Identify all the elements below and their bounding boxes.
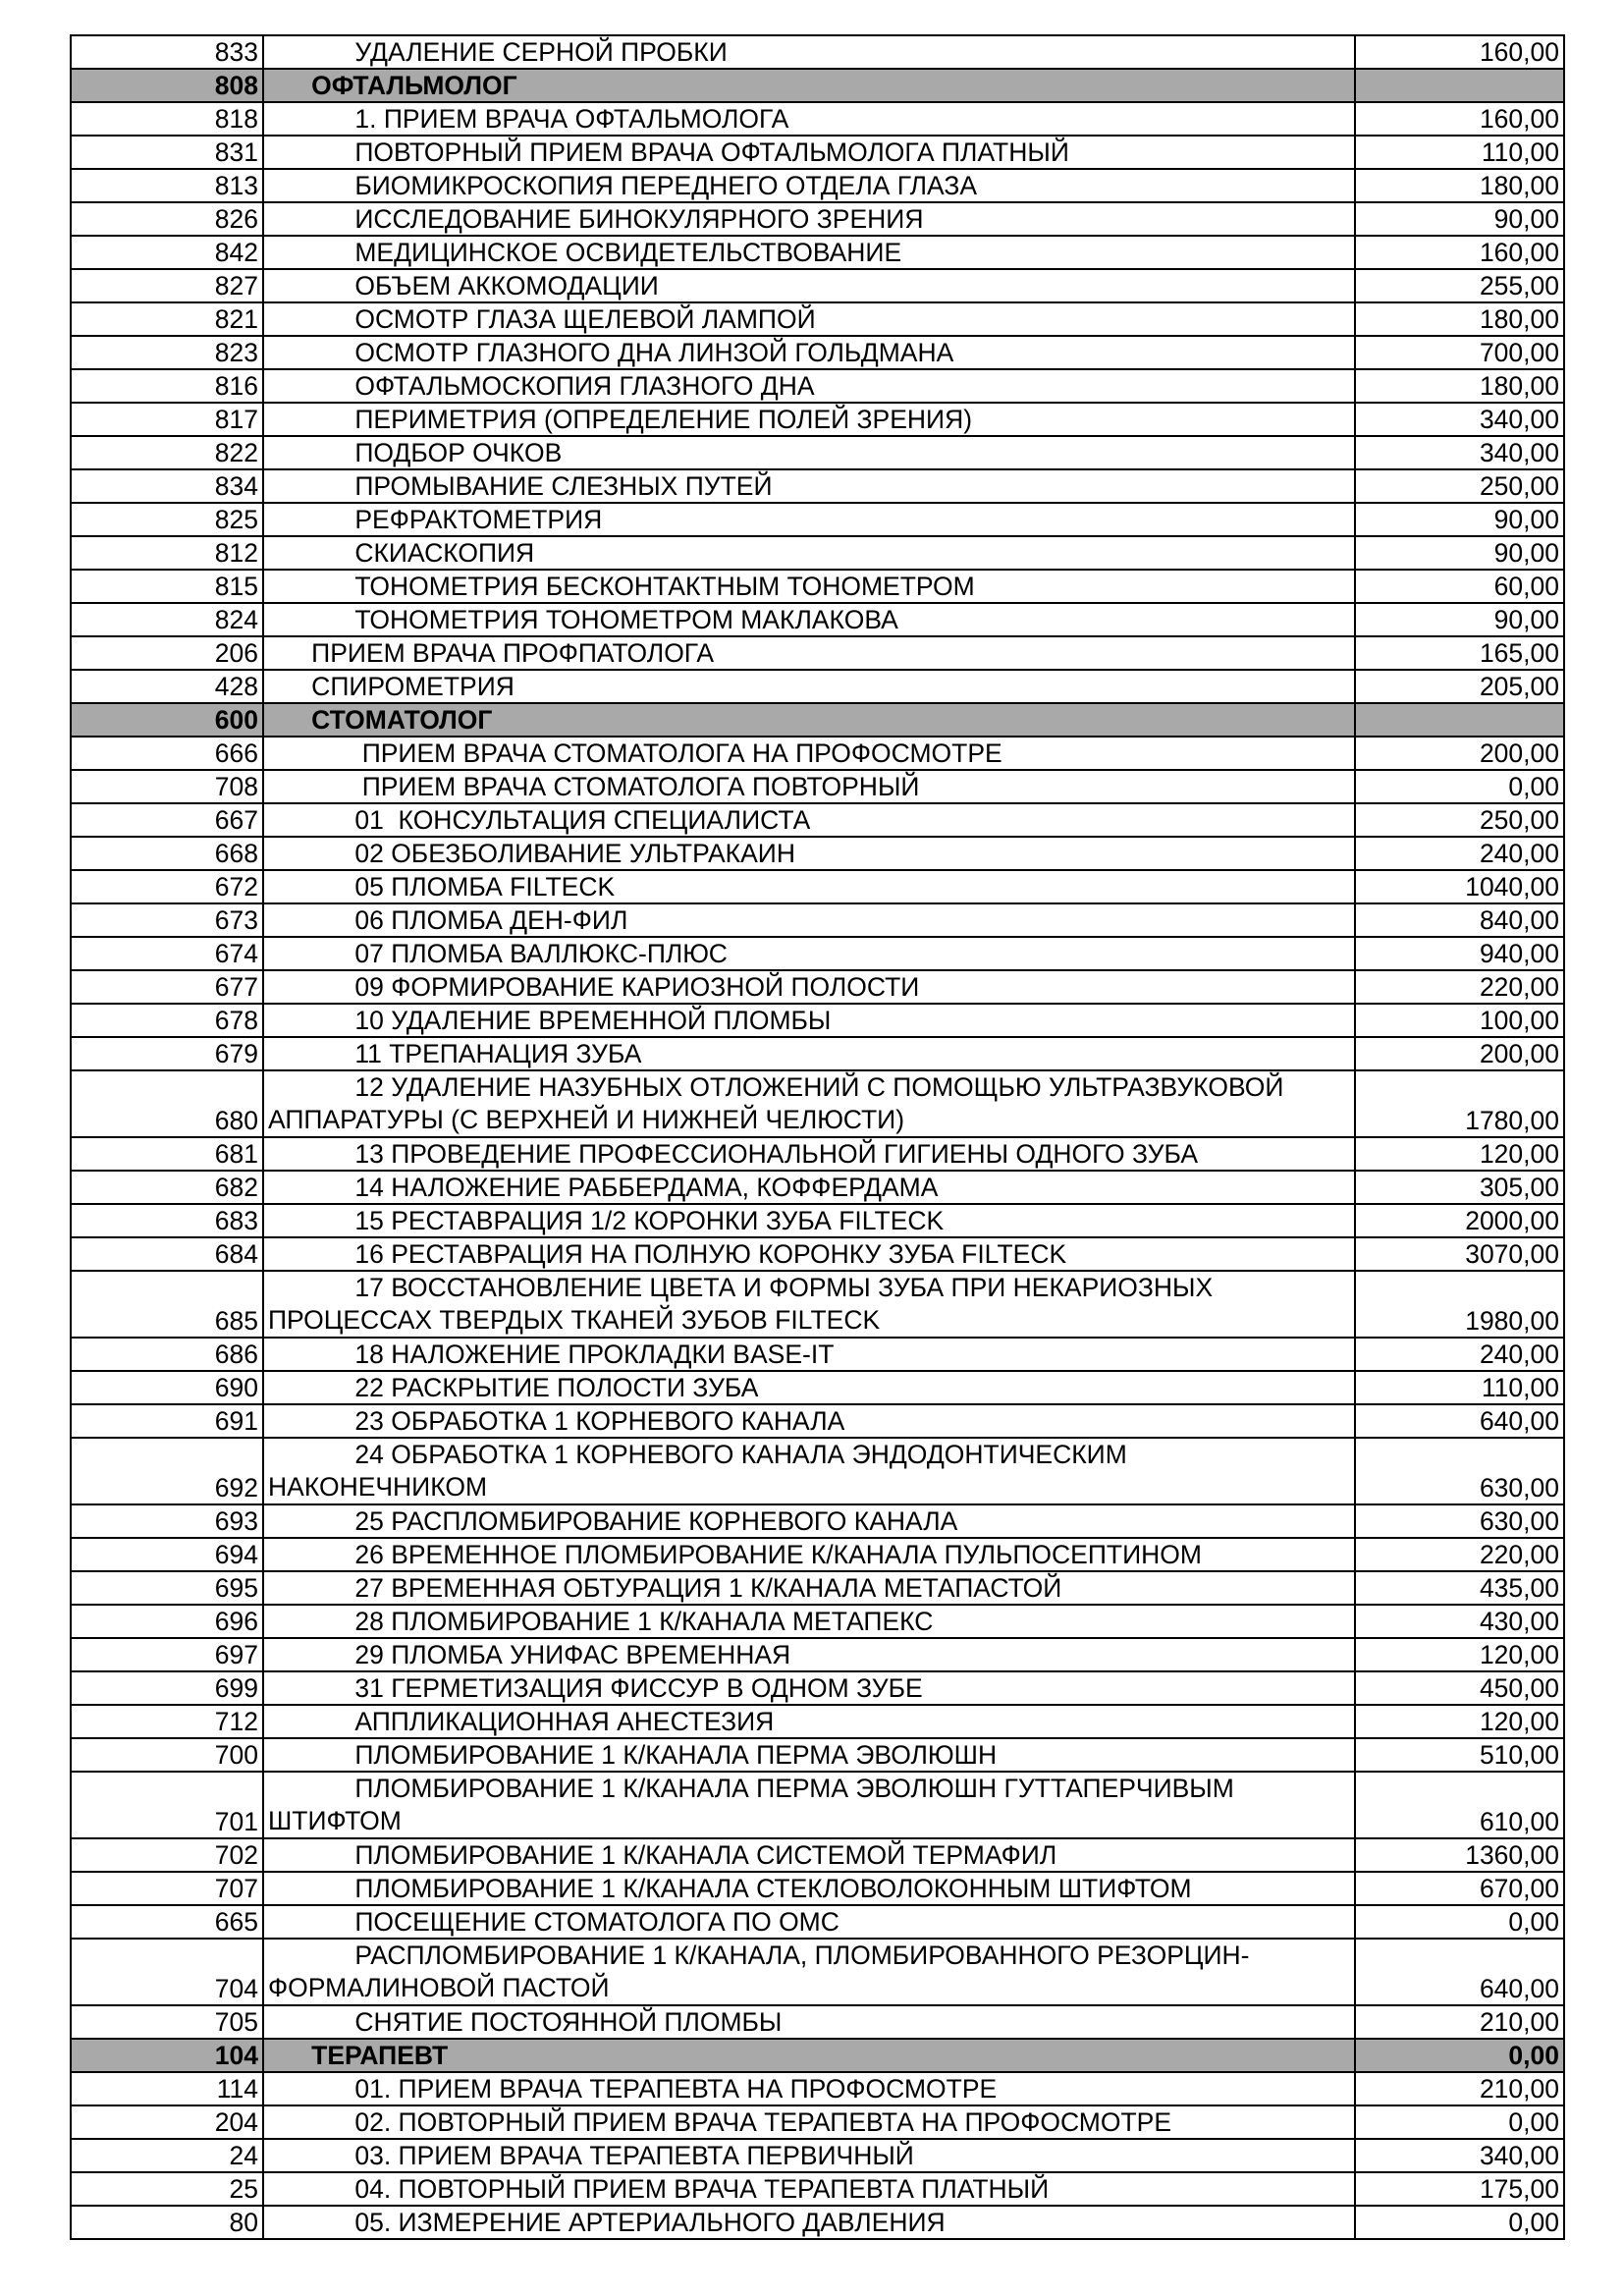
service-row: [71, 1905, 1564, 1939]
service-name: 04. ПОВТОРНЫЙ ПРИЕМ ВРАЧА ТЕРАПЕВТА ПЛАТНЫЙ: [263, 2172, 1355, 2206]
service-code: 701: [71, 1772, 263, 1838]
service-row: [71, 803, 1564, 837]
service-name: 24 ОБРАБОТКА 1 КОРНЕВОГО КАНАЛА ЭНДОДОНТИЧЕСКИМ НАКОНЕЧНИКОМ: [263, 1438, 1355, 1504]
service-name: РАСПЛОМБИРОВАНИЕ 1 К/КАНАЛА, ПЛОМБИРОВАННОГО РЕЗОРЦИН- ФОРМАЛИНОВОЙ ПАСТОЙ: [263, 1939, 1355, 2005]
service-price: 200,00: [1355, 737, 1564, 770]
section-header-row: [71, 2039, 1564, 2072]
service-price: 610,00: [1355, 1772, 1564, 1838]
service-name: 11 ТРЕПАНАЦИЯ ЗУБА: [263, 1037, 1355, 1070]
service-price: [1355, 69, 1564, 102]
service-code: 690: [71, 1371, 263, 1404]
service-price: 120,00: [1355, 1705, 1564, 1738]
service-price: 200,00: [1355, 1037, 1564, 1070]
service-code: 80: [71, 2206, 263, 2239]
service-row: [71, 1571, 1564, 1605]
service-code: 693: [71, 1504, 263, 1538]
service-price: 255,00: [1355, 269, 1564, 302]
service-name: БИОМИКРОСКОПИЯ ПЕРЕДНЕГО ОТДЕЛА ГЛАЗА: [263, 169, 1355, 202]
service-code: 704: [71, 1939, 263, 2005]
service-code: 682: [71, 1171, 263, 1204]
service-row: [71, 2072, 1564, 2105]
service-row: [71, 302, 1564, 336]
service-name: СКИАСКОПИЯ: [263, 536, 1355, 570]
service-code: 823: [71, 336, 263, 369]
service-name: 15 РЕСТАВРАЦИЯ 1/2 КОРОНКИ ЗУБА FILTECK: [263, 1204, 1355, 1237]
service-name: 16 РЕСТАВРАЦИЯ НА ПОЛНУЮ КОРОНКУ ЗУБА FILTECK: [263, 1237, 1355, 1271]
service-name: 10 УДАЛЕНИЕ ВРЕМЕННОЙ ПЛОМБЫ: [263, 1004, 1355, 1037]
service-price: 205,00: [1355, 670, 1564, 703]
service-price: 840,00: [1355, 903, 1564, 937]
service-name: 01. ПРИЕМ ВРАЧА ТЕРАПЕВТА НА ПРОФОСМОТРЕ: [263, 2072, 1355, 2105]
service-price: 510,00: [1355, 1738, 1564, 1772]
service-price: 630,00: [1355, 1438, 1564, 1504]
service-code: 114: [71, 2072, 263, 2105]
service-name: ТОНОМЕТРИЯ ТОНОМЕТРОМ МАКЛАКОВА: [263, 603, 1355, 636]
service-row: [71, 536, 1564, 570]
service-code: 700: [71, 1738, 263, 1772]
service-name: ОФТАЛЬМОЛОГ: [263, 69, 1355, 102]
service-code: 206: [71, 636, 263, 670]
service-row: [71, 1338, 1564, 1371]
service-price: 1780,00: [1355, 1070, 1564, 1137]
service-name: АППЛИКАЦИОННАЯ АНЕСТЕЗИЯ: [263, 1705, 1355, 1738]
service-row: [71, 1137, 1564, 1171]
service-price: 640,00: [1355, 1939, 1564, 2005]
service-name: СПИРОМЕТРИЯ: [263, 670, 1355, 703]
service-name: 14 НАЛОЖЕНИЕ РАББЕРДАМА, КОФФЕРДАМА: [263, 1171, 1355, 1204]
service-row: [71, 1271, 1564, 1338]
service-code: 833: [71, 35, 263, 69]
service-name: 27 ВРЕМЕННАЯ ОБТУРАЦИЯ 1 К/КАНАЛА МЕТАПАСТОЙ: [263, 1571, 1355, 1605]
service-row: [71, 1404, 1564, 1438]
service-price: 0,00: [1355, 770, 1564, 803]
service-row: [71, 2139, 1564, 2172]
service-code: 683: [71, 1204, 263, 1237]
service-code: 702: [71, 1838, 263, 1872]
service-code: 821: [71, 302, 263, 336]
service-name: 22 РАСКРЫТИЕ ПОЛОСТИ ЗУБА: [263, 1371, 1355, 1404]
service-row: [71, 102, 1564, 136]
service-price: [1355, 703, 1564, 737]
service-price: 90,00: [1355, 202, 1564, 236]
service-row: [71, 1872, 1564, 1905]
service-code: 826: [71, 202, 263, 236]
service-row: [71, 1504, 1564, 1538]
service-row: [71, 1204, 1564, 1237]
service-row: [71, 1171, 1564, 1204]
service-price: 450,00: [1355, 1671, 1564, 1705]
service-row: [71, 970, 1564, 1004]
service-row: [71, 770, 1564, 803]
service-name: 06 ПЛОМБА ДЕН-ФИЛ: [263, 903, 1355, 937]
service-row: [71, 436, 1564, 469]
service-price: 1360,00: [1355, 1838, 1564, 1872]
service-row: [71, 469, 1564, 503]
service-code: 822: [71, 436, 263, 469]
service-row: [71, 1638, 1564, 1671]
service-code: 817: [71, 403, 263, 436]
service-code: 697: [71, 1638, 263, 1671]
service-price: 160,00: [1355, 236, 1564, 269]
service-price: 430,00: [1355, 1605, 1564, 1638]
service-row: [71, 1772, 1564, 1838]
service-name: 02 ОБЕЗБОЛИВАНИЕ УЛЬТРАКАИН: [263, 837, 1355, 870]
service-name: 01 КОНСУЛЬТАЦИЯ СПЕЦИАЛИСТА: [263, 803, 1355, 837]
service-code: 428: [71, 670, 263, 703]
service-row: [71, 1838, 1564, 1872]
service-name: ПОВТОРНЫЙ ПРИЕМ ВРАЧА ОФТАЛЬМОЛОГА ПЛАТНЫЙ: [263, 136, 1355, 169]
service-code: 694: [71, 1538, 263, 1571]
service-code: 816: [71, 369, 263, 403]
service-code: 842: [71, 236, 263, 269]
service-code: 808: [71, 69, 263, 102]
price-table: [70, 34, 1565, 2240]
service-code: 708: [71, 770, 263, 803]
service-price: 2000,00: [1355, 1204, 1564, 1237]
service-price: 160,00: [1355, 102, 1564, 136]
service-price: 630,00: [1355, 1504, 1564, 1538]
service-row: [71, 503, 1564, 536]
service-name: ОФТАЛЬМОСКОПИЯ ГЛАЗНОГО ДНА: [263, 369, 1355, 403]
service-code: 691: [71, 1404, 263, 1438]
service-row: [71, 1538, 1564, 1571]
service-name: 13 ПРОВЕДЕНИЕ ПРОФЕССИОНАЛЬНОЙ ГИГИЕНЫ ОДНОГО ЗУБА: [263, 1137, 1355, 1171]
service-price: 435,00: [1355, 1571, 1564, 1605]
service-name: СТОМАТОЛОГ: [263, 703, 1355, 737]
service-code: 827: [71, 269, 263, 302]
service-name: ПОДБОР ОЧКОВ: [263, 436, 1355, 469]
service-name: ТОНОМЕТРИЯ БЕСКОНТАКТНЫМ ТОНОМЕТРОМ: [263, 570, 1355, 603]
service-code: 705: [71, 2005, 263, 2039]
service-row: [71, 202, 1564, 236]
service-price: 165,00: [1355, 636, 1564, 670]
service-price: 340,00: [1355, 403, 1564, 436]
service-price: 210,00: [1355, 2072, 1564, 2105]
service-row: [71, 169, 1564, 202]
service-name: 29 ПЛОМБА УНИФАС ВРЕМЕННАЯ: [263, 1638, 1355, 1671]
service-row: [71, 636, 1564, 670]
service-name: 23 ОБРАБОТКА 1 КОРНЕВОГО КАНАЛА: [263, 1404, 1355, 1438]
service-price: 180,00: [1355, 169, 1564, 202]
service-price: 0,00: [1355, 2206, 1564, 2239]
service-row: [71, 336, 1564, 369]
service-code: 685: [71, 1271, 263, 1338]
service-row: [71, 369, 1564, 403]
service-row: [71, 2105, 1564, 2139]
service-row: [71, 1705, 1564, 1738]
service-name: ПЛОМБИРОВАНИЕ 1 К/КАНАЛА ПЕРМА ЭВОЛЮШН: [263, 1738, 1355, 1772]
service-name: РЕФРАКТОМЕТРИЯ: [263, 503, 1355, 536]
service-row: [71, 2005, 1564, 2039]
service-price: 160,00: [1355, 35, 1564, 69]
service-code: 600: [71, 703, 263, 737]
service-name: ИССЛЕДОВАНИЕ БИНОКУЛЯРНОГО ЗРЕНИЯ: [263, 202, 1355, 236]
service-price: 1040,00: [1355, 870, 1564, 903]
service-row: [71, 1438, 1564, 1504]
service-code: 695: [71, 1571, 263, 1605]
service-code: 813: [71, 169, 263, 202]
service-row: [71, 1371, 1564, 1404]
service-row: [71, 1004, 1564, 1037]
service-price: 670,00: [1355, 1872, 1564, 1905]
service-name: ПРИЕМ ВРАЧА СТОМАТОЛОГА ПОВТОРНЫЙ: [263, 770, 1355, 803]
service-row: [71, 2172, 1564, 2206]
service-price: 0,00: [1355, 1905, 1564, 1939]
service-price: 220,00: [1355, 970, 1564, 1004]
service-name: ОБЪЕМ АККОМОДАЦИИ: [263, 269, 1355, 302]
service-name: ПЛОМБИРОВАНИЕ 1 К/КАНАЛА ПЕРМА ЭВОЛЮШН ГУТТАПЕРЧИВЫМ ШТИФТОМ: [263, 1772, 1355, 1838]
service-name: СНЯТИЕ ПОСТОЯННОЙ ПЛОМБЫ: [263, 2005, 1355, 2039]
service-price: 120,00: [1355, 1638, 1564, 1671]
service-name: ПРИЕМ ВРАЧА ПРОФПАТОЛОГА: [263, 636, 1355, 670]
service-row: [71, 570, 1564, 603]
service-code: 818: [71, 102, 263, 136]
service-name: ПОСЕЩЕНИЕ СТОМАТОЛОГА ПО ОМС: [263, 1905, 1355, 1939]
service-price: 305,00: [1355, 1171, 1564, 1204]
service-row: [71, 1939, 1564, 2005]
service-row: [71, 670, 1564, 703]
service-price: 175,00: [1355, 2172, 1564, 2206]
service-name: 31 ГЕРМЕТИЗАЦИЯ ФИССУР В ОДНОМ ЗУБЕ: [263, 1671, 1355, 1705]
service-code: 677: [71, 970, 263, 1004]
service-price: 0,00: [1355, 2039, 1564, 2072]
service-code: 825: [71, 503, 263, 536]
service-code: 673: [71, 903, 263, 937]
service-row: [71, 35, 1564, 69]
service-price: 1980,00: [1355, 1271, 1564, 1338]
service-name: ТЕРАПЕВТ: [263, 2039, 1355, 2072]
service-price: 240,00: [1355, 837, 1564, 870]
service-code: 678: [71, 1004, 263, 1037]
service-code: 672: [71, 870, 263, 903]
service-code: 665: [71, 1905, 263, 1939]
service-name: 12 УДАЛЕНИЕ НАЗУБНЫХ ОТЛОЖЕНИЙ С ПОМОЩЬЮ УЛЬТРАЗВУКОВОЙ АППАРАТУРЫ (С ВЕРХНЕЙ И НИЖНЕЙ ЧЕЛЮСТИ): [263, 1070, 1355, 1137]
service-price: 250,00: [1355, 469, 1564, 503]
service-name: 05. ИЗМЕРЕНИЕ АРТЕРИАЛЬНОГО ДАВЛЕНИЯ: [263, 2206, 1355, 2239]
service-name: 07 ПЛОМБА ВАЛЛЮКС-ПЛЮС: [263, 937, 1355, 970]
service-price: 110,00: [1355, 136, 1564, 169]
service-row: [71, 1037, 1564, 1070]
service-name: 1. ПРИЕМ ВРАЧА ОФТАЛЬМОЛОГА: [263, 102, 1355, 136]
service-code: 666: [71, 737, 263, 770]
service-name: ПРОМЫВАНИЕ СЛЕЗНЫХ ПУТЕЙ: [263, 469, 1355, 503]
service-row: [71, 870, 1564, 903]
service-price: 90,00: [1355, 536, 1564, 570]
service-name: ПРИЕМ ВРАЧА СТОМАТОЛОГА НА ПРОФОСМОТРЕ: [263, 737, 1355, 770]
service-name: 03. ПРИЕМ ВРАЧА ТЕРАПЕВТА ПЕРВИЧНЫЙ: [263, 2139, 1355, 2172]
service-name: ОСМОТР ГЛАЗНОГО ДНА ЛИНЗОЙ ГОЛЬДМАНА: [263, 336, 1355, 369]
service-code: 686: [71, 1338, 263, 1371]
service-name: 26 ВРЕМЕННОЕ ПЛОМБИРОВАНИЕ К/КАНАЛА ПУЛЬПОСЕПТИНОМ: [263, 1538, 1355, 1571]
service-price: 700,00: [1355, 336, 1564, 369]
service-price: 940,00: [1355, 937, 1564, 970]
service-row: [71, 136, 1564, 169]
service-row: [71, 937, 1564, 970]
service-code: 692: [71, 1438, 263, 1504]
service-row: [71, 269, 1564, 302]
service-row: [71, 737, 1564, 770]
section-header-row: [71, 703, 1564, 737]
service-price: 340,00: [1355, 2139, 1564, 2172]
service-code: 668: [71, 837, 263, 870]
service-price: 180,00: [1355, 369, 1564, 403]
service-name: 28 ПЛОМБИРОВАНИЕ 1 К/КАНАЛА МЕТАПЕКС: [263, 1605, 1355, 1638]
service-row: [71, 1070, 1564, 1137]
service-code: 25: [71, 2172, 263, 2206]
service-code: 674: [71, 937, 263, 970]
service-row: [71, 1671, 1564, 1705]
service-name: 05 ПЛОМБА FILTECK: [263, 870, 1355, 903]
service-row: [71, 236, 1564, 269]
service-price: 120,00: [1355, 1137, 1564, 1171]
service-code: 712: [71, 1705, 263, 1738]
service-price: 340,00: [1355, 436, 1564, 469]
service-name: 18 НАЛОЖЕНИЕ ПРОКЛАДКИ BASE-IT: [263, 1338, 1355, 1371]
service-price: 180,00: [1355, 302, 1564, 336]
service-price: 0,00: [1355, 2105, 1564, 2139]
service-name: ПЛОМБИРОВАНИЕ 1 К/КАНАЛА СТЕКЛОВОЛОКОННЫМ ШТИФТОМ: [263, 1872, 1355, 1905]
service-row: [71, 2206, 1564, 2239]
service-code: 834: [71, 469, 263, 503]
price-table-body: [71, 35, 1564, 2239]
service-price: 90,00: [1355, 503, 1564, 536]
service-name: 02. ПОВТОРНЫЙ ПРИЕМ ВРАЧА ТЕРАПЕВТА НА ПРОФОСМОТРЕ: [263, 2105, 1355, 2139]
service-name: УДАЛЕНИЕ СЕРНОЙ ПРОБКИ: [263, 35, 1355, 69]
service-price: 100,00: [1355, 1004, 1564, 1037]
service-price: 3070,00: [1355, 1237, 1564, 1271]
service-name: ПЛОМБИРОВАНИЕ 1 К/КАНАЛА СИСТЕМОЙ ТЕРМАФИЛ: [263, 1838, 1355, 1872]
service-price: 110,00: [1355, 1371, 1564, 1404]
service-row: [71, 1605, 1564, 1638]
service-code: 812: [71, 536, 263, 570]
service-row: [71, 837, 1564, 870]
service-row: [71, 1738, 1564, 1772]
service-code: 824: [71, 603, 263, 636]
service-price: 250,00: [1355, 803, 1564, 837]
service-name: МЕДИЦИНСКОЕ ОСВИДЕТЕЛЬСТВОВАНИЕ: [263, 236, 1355, 269]
service-row: [71, 903, 1564, 937]
service-code: 696: [71, 1605, 263, 1638]
service-code: 679: [71, 1037, 263, 1070]
service-price: 220,00: [1355, 1538, 1564, 1571]
section-header-row: [71, 69, 1564, 102]
service-row: [71, 603, 1564, 636]
service-code: 204: [71, 2105, 263, 2139]
service-row: [71, 1237, 1564, 1271]
service-price: 60,00: [1355, 570, 1564, 603]
service-code: 104: [71, 2039, 263, 2072]
service-name: 09 ФОРМИРОВАНИЕ КАРИОЗНОЙ ПОЛОСТИ: [263, 970, 1355, 1004]
service-name: 25 РАСПЛОМБИРОВАНИЕ КОРНЕВОГО КАНАЛА: [263, 1504, 1355, 1538]
service-code: 831: [71, 136, 263, 169]
service-name: ПЕРИМЕТРИЯ (ОПРЕДЕЛЕНИЕ ПОЛЕЙ ЗРЕНИЯ): [263, 403, 1355, 436]
service-code: 24: [71, 2139, 263, 2172]
service-code: 680: [71, 1070, 263, 1137]
service-price: 240,00: [1355, 1338, 1564, 1371]
service-name: ОСМОТР ГЛАЗА ЩЕЛЕВОЙ ЛАМПОЙ: [263, 302, 1355, 336]
service-code: 815: [71, 570, 263, 603]
service-row: [71, 403, 1564, 436]
service-price: 210,00: [1355, 2005, 1564, 2039]
service-name: 17 ВОССТАНОВЛЕНИЕ ЦВЕТА И ФОРМЫ ЗУБА ПРИ НЕКАРИОЗНЫХ ПРОЦЕССАХ ТВЕРДЫХ ТКАНЕЙ ЗУБОВ FILTECK: [263, 1271, 1355, 1338]
service-price: 90,00: [1355, 603, 1564, 636]
service-code: 699: [71, 1671, 263, 1705]
service-code: 667: [71, 803, 263, 837]
service-code: 707: [71, 1872, 263, 1905]
service-code: 684: [71, 1237, 263, 1271]
service-price: 640,00: [1355, 1404, 1564, 1438]
service-code: 681: [71, 1137, 263, 1171]
